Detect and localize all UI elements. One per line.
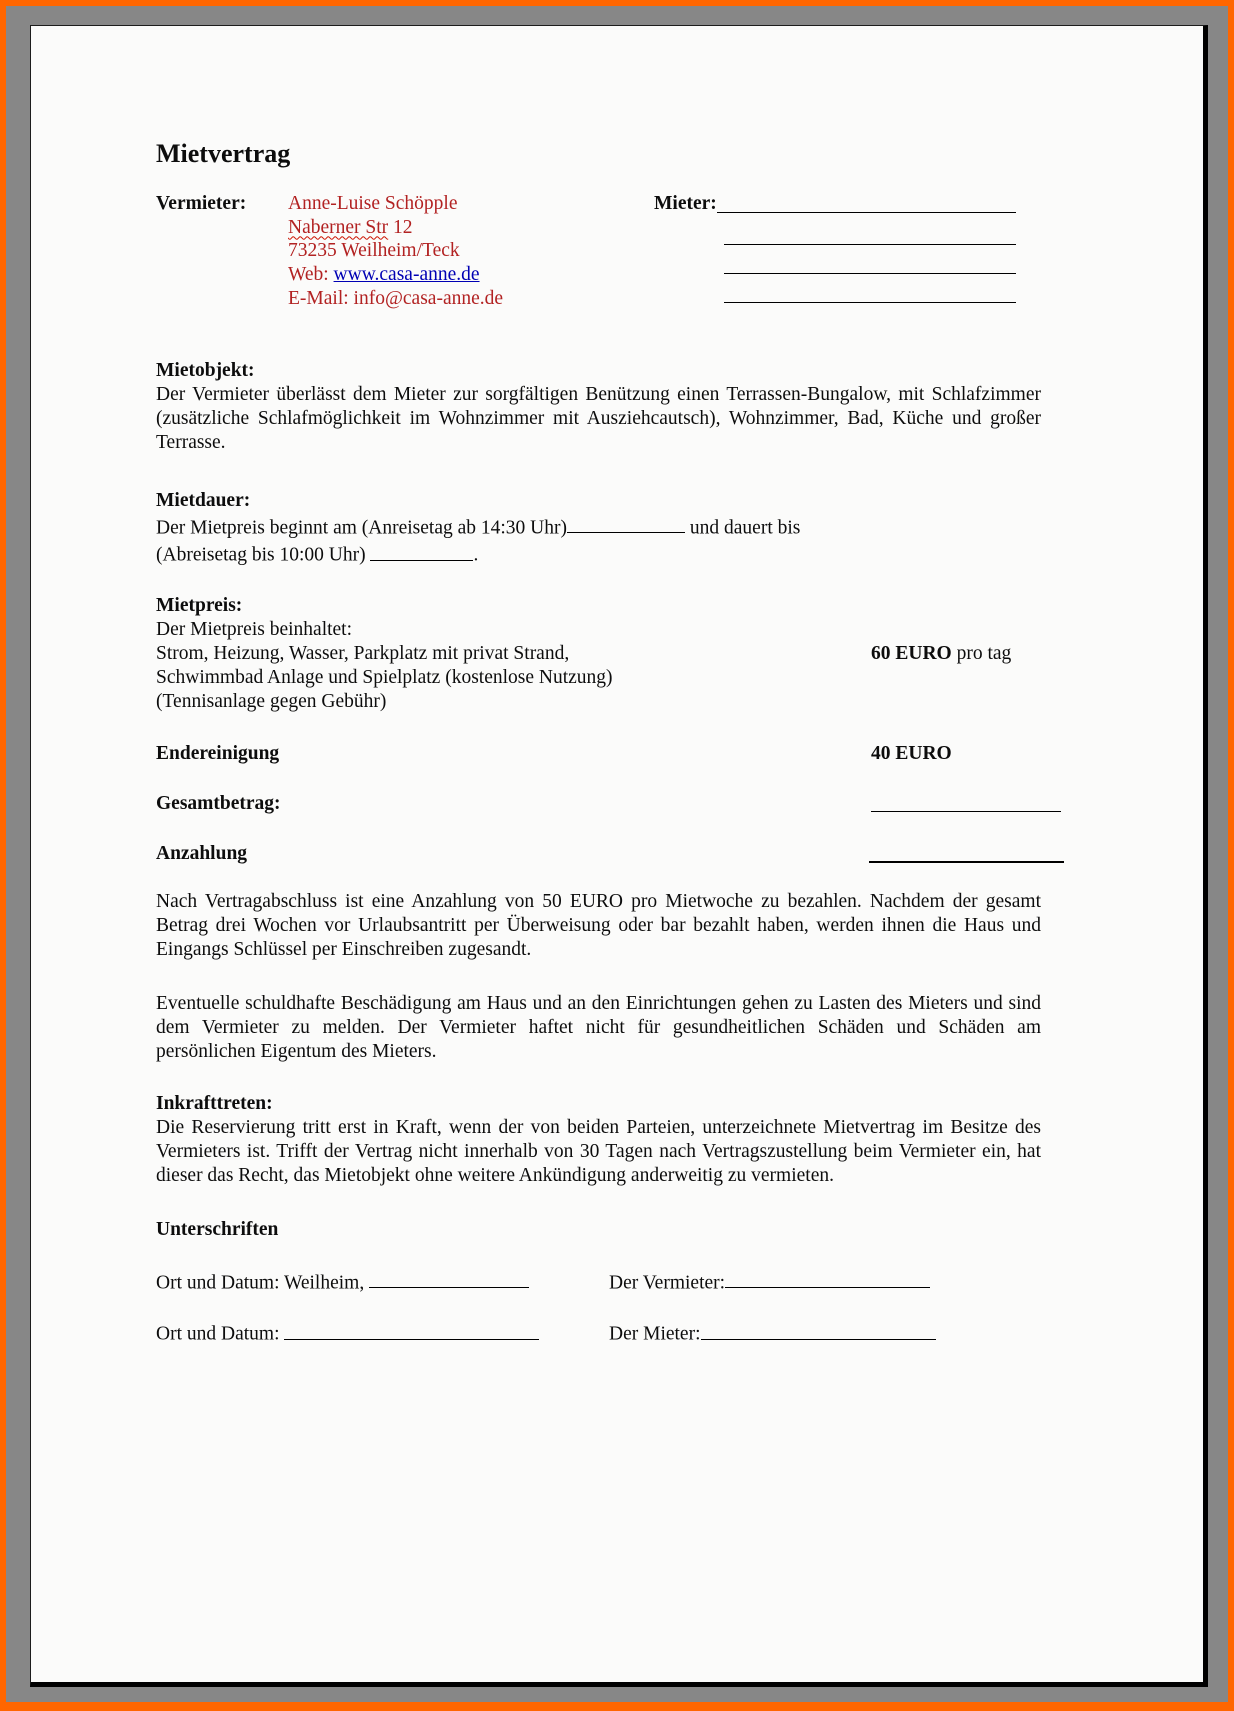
mieter-blank-4 [724,279,1016,303]
mietobjekt-heading: Mietobjekt: [156,359,255,381]
mieter-blank-3 [724,250,1016,274]
ort-datum-1 [156,1268,609,1296]
mietobjekt-section [156,359,1041,455]
vermieter-web-line [288,263,654,287]
mietdauer-heading: Mietdauer: [156,489,251,511]
inner-gray-frame [6,6,1228,1702]
vermieter-name: Anne-Luise Schöpple [288,193,458,214]
document-page [30,25,1208,1687]
mieter-blank-1 [717,192,1016,213]
vermieter-signature-label: Der Vermieter: [609,1272,726,1294]
vermieter-street-name: Naberner Str [288,216,389,238]
signature-row-1 [156,1268,1041,1296]
gesamtbetrag-row [156,792,1041,816]
daily-price [871,642,1011,666]
parties-section [156,192,1041,311]
mieter-signature-blank [701,1319,936,1340]
gesamtbetrag-label: Gesamtbetrag: [156,792,281,814]
mieter-block [654,192,1041,311]
mietdauer-section [156,489,1041,568]
mietdauer-line1-tail: und dauert bis [685,517,801,539]
mietobjekt-body: Der Vermieter überlässt dem Mieter zur sorgfältigen Benützung einen Terrassen-Bungalow, mit Schlafzimmer (zusätzliche Schlafmöglichkeit im Wohnzimmer mit Ausziehcautsch), Wohnzimmer, Bad, Küche und großer Terrasse. [156,383,1041,453]
mieter-signature-label: Der Mieter: [609,1323,701,1345]
mietpreis-intro: Der Mietpreis beinhaltet: [156,618,353,640]
inkrafttreten-body: Die Reservierung tritt erst in Kraft, wenn der von beiden Parteien, unterzeichnete Mietvertrag im Besitze des Vermieters ist. Trifft der Vertrag nicht innerhalb von 30 Tagen nach Vertragszustellung beim Vermieter ein, hat dieser das Recht, das Mietobjekt ohne weitere Ankündigung anderweitig zu vermieten. [156,1116,1041,1186]
ort-datum-2-blank [284,1319,539,1340]
web-label: Web: [288,264,329,286]
anzahlung-blank [869,842,1064,863]
website-link[interactable]: www.casa-anne.de [333,264,480,286]
mietpreis-heading: Mietpreis: [156,594,243,616]
vermieter-city: 73235 Weilheim/Teck [288,240,460,262]
email-value: info@casa-anne.de [353,287,504,309]
gesamtbetrag-blank [871,792,1061,812]
document-content [156,138,1041,1347]
abreisetag-blank [370,540,473,561]
mietpreis-item-2: Schwimmbad Anlage und Spielplatz (kostenlose Nutzung) [156,666,613,688]
mietdauer-line2-tail: . [473,544,479,566]
mietpreis-items [156,642,1041,714]
anzahlung-label: Anzahlung [156,842,248,864]
anreisetag-blank [567,513,685,534]
unterschriften-heading: Unterschriften [156,1218,279,1240]
daily-price-amount: 60 EURO [871,642,952,664]
endereinigung-label: Endereinigung [156,742,280,764]
page-title: Mietvertrag [156,139,291,168]
mietpreis-item-3: (Tennisanlage gegen Gebühr) [156,690,387,712]
inkrafttreten-heading: Inkrafttreten: [156,1092,273,1114]
mietdauer-line1-text: Der Mietpreis beginnt am (Anreisetag ab 14:30 Uhr) [156,517,568,539]
anzahlung-paragraph: Nach Vertragabschluss ist eine Anzahlung von 50 EURO pro Mietwoche zu bezahlen. Nachdem der gesamt Betrag drei Wochen vor Urlaubsantritt per Überweisung oder bar bezahlt haben, werden ihnen die Haus und Eingangs Schlüssel per Einschreiben zugesandt. [156,890,1041,960]
vermieter-signature-blank [725,1268,930,1289]
ort-datum-1-blank [369,1268,529,1289]
email-label: E-Mail: [288,287,349,309]
mietpreis-item-1: Strom, Heizung, Wasser, Parkplatz mit privat Strand, [156,642,570,664]
inkrafttreten-section [156,1092,1041,1188]
mieter-label: Mieter: [654,193,717,214]
vermieter-label: Vermieter: [156,193,247,214]
vermieter-email-line [288,287,654,311]
mieter-signature [609,1319,1041,1347]
endereinigung-row [156,742,1041,766]
mieter-blank-2 [724,221,1016,245]
anzahlung-row [156,842,1041,866]
daily-price-unit: pro tag [951,642,1012,664]
ort-datum-2 [156,1319,609,1347]
vermieter-signature [609,1268,1041,1296]
haftung-paragraph: Eventuelle schuldhafte Beschädigung am Haus und an den Einrichtungen gehen zu Lasten des Mieters und sind dem Vermieter zu melden. Der Vermieter haftet nicht für gesundheitlichen Schäden und Schäden am persönlichen Eigentum des Mieters. [156,992,1041,1062]
vermieter-street-number: 12 [388,216,413,238]
mietdauer-line2 [156,540,1041,568]
ort-datum-1-label: Ort und Datum: Weilheim, [156,1272,370,1294]
vermieter-street [288,216,654,240]
endereinigung-price: 40 EURO [871,742,952,764]
mietdauer-line1 [156,513,1041,541]
mietpreis-section [156,594,1041,714]
vermieter-address-block [288,192,654,311]
signature-row-2 [156,1319,1041,1347]
ort-datum-2-label: Ort und Datum: [156,1323,285,1345]
mietdauer-line2-text: (Abreisetag bis 10:00 Uhr) [156,544,371,566]
